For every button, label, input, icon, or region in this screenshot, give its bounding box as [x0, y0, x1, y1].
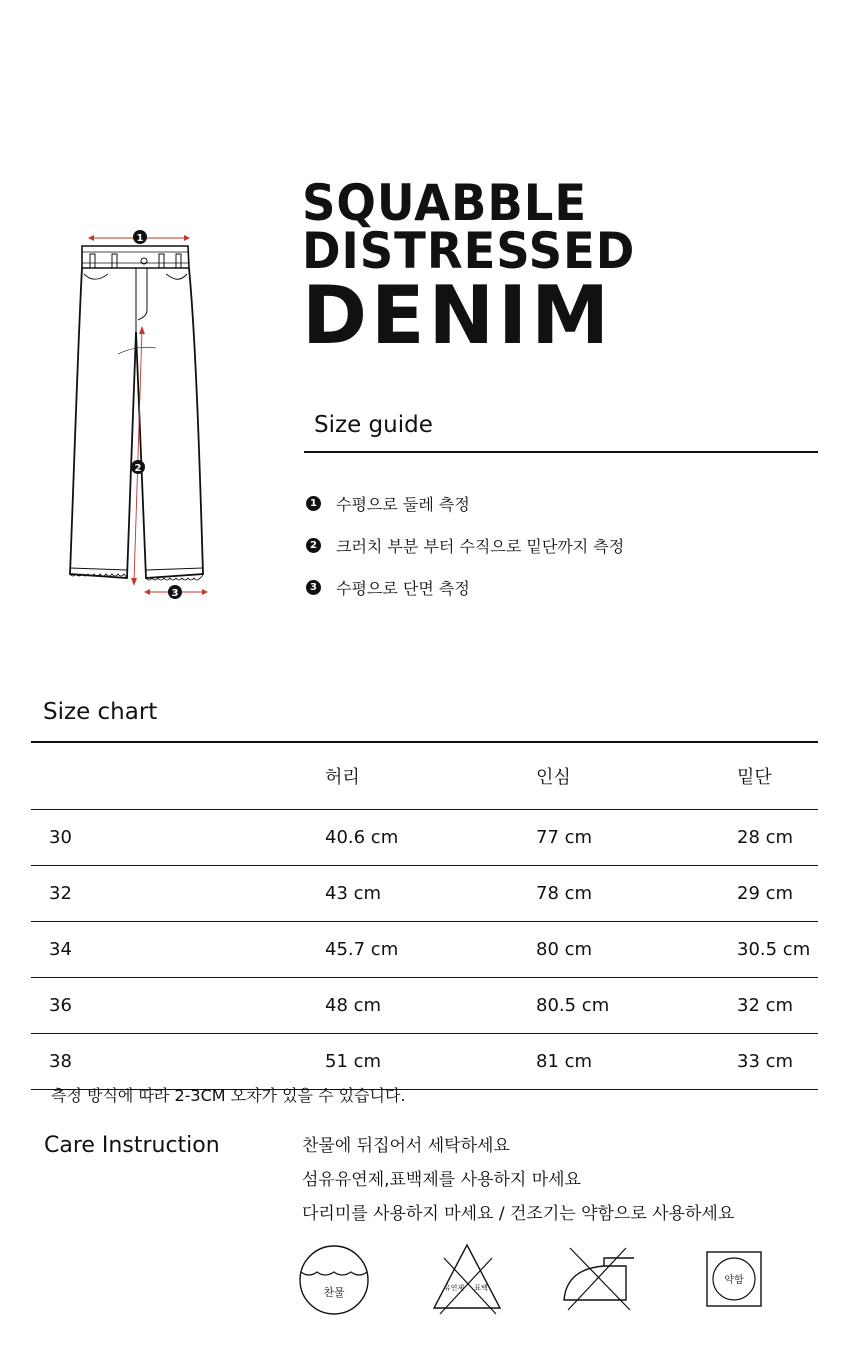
column-header-size — [31, 742, 324, 810]
cell-inseam: 80 cm — [535, 922, 736, 978]
size-guide-item-text: 크러치 부분 부터 수직으로 밑단까지 측정 — [336, 536, 625, 556]
cell-inseam: 77 cm — [535, 810, 736, 866]
cold-wash-label: 찬물 — [323, 1286, 345, 1299]
care-line: 찬물에 뒤집어서 세탁하세요 — [302, 1136, 510, 1156]
size-chart-table — [31, 741, 818, 1090]
column-header-inseam: 인심 — [535, 742, 736, 810]
cell-waist: 45.7 cm — [324, 922, 535, 978]
size-chart-heading: Size chart — [43, 699, 158, 725]
measurement-note: 측정 방식에 따라 2-3CM 오차가 있을 수 있습니다. — [51, 1086, 406, 1105]
table-row — [31, 1034, 818, 1090]
cell-waist: 51 cm — [324, 1034, 535, 1090]
table-row — [31, 978, 818, 1034]
title-line-3: DENIM — [302, 269, 614, 362]
care-heading: Care Instruction — [44, 1133, 220, 1158]
cell-hem: 32 cm — [736, 978, 818, 1034]
tumble-dry-low-icon — [705, 1250, 763, 1308]
size-guide-heading: Size guide — [314, 412, 433, 438]
size-guide-item-text: 수평으로 둘레 측정 — [336, 494, 470, 514]
size-guide-item — [306, 524, 624, 566]
size-guide-list — [306, 482, 624, 608]
cell-inseam: 81 cm — [535, 1034, 736, 1090]
title-line-2: DISTRESSED — [302, 222, 636, 280]
care-line: 다리미를 사용하지 마세요 / 건조기는 약함으로 사용하세요 — [302, 1204, 735, 1224]
softener-label: 유연제 — [443, 1284, 465, 1292]
column-header-hem: 밑단 — [736, 742, 818, 810]
table-row — [31, 810, 818, 866]
care-line: 섬유유연제,표백제를 사용하지 마세요 — [302, 1170, 581, 1190]
title-line-1: SQUABBLE — [302, 174, 588, 232]
cell-hem: 28 cm — [736, 810, 818, 866]
marker-2: 2 — [134, 463, 142, 474]
cell-size: 32 — [31, 866, 324, 922]
size-guide-item — [306, 482, 624, 524]
cell-inseam: 80.5 cm — [535, 978, 736, 1034]
cell-hem: 29 cm — [736, 866, 818, 922]
table-row — [31, 866, 818, 922]
cell-waist: 43 cm — [324, 866, 535, 922]
cell-size: 30 — [31, 810, 324, 866]
jeans-drawing — [60, 222, 220, 602]
product-title — [302, 174, 647, 362]
tumble-dry-label: 약함 — [724, 1275, 744, 1286]
cell-waist: 48 cm — [324, 978, 535, 1034]
size-guide-item-text: 수평으로 단면 측정 — [336, 578, 470, 598]
table-row — [31, 922, 818, 978]
cell-inseam: 78 cm — [535, 866, 736, 922]
number-badge-2: 2 — [306, 538, 321, 553]
number-badge-3: 3 — [306, 580, 321, 595]
size-guide-divider — [304, 451, 818, 453]
cell-size: 36 — [31, 978, 324, 1034]
table-header-row — [31, 742, 818, 810]
cold-wash-icon — [298, 1244, 370, 1316]
size-guide-item — [306, 566, 624, 608]
column-header-waist: 허리 — [324, 742, 535, 810]
marker-3: 3 — [171, 588, 179, 599]
cell-hem: 30.5 cm — [736, 922, 818, 978]
cell-hem: 33 cm — [736, 1034, 818, 1090]
care-list — [302, 1132, 734, 1234]
bleach-label: 표백 — [474, 1284, 488, 1292]
cell-waist: 40.6 cm — [324, 810, 535, 866]
cell-size: 38 — [31, 1034, 324, 1090]
number-badge-1: 1 — [306, 496, 321, 511]
no-iron-icon — [560, 1244, 638, 1314]
marker-1: 1 — [136, 233, 144, 244]
jeans-illustration — [60, 222, 220, 606]
cell-size: 34 — [31, 922, 324, 978]
no-bleach-softener-icon — [430, 1242, 504, 1316]
